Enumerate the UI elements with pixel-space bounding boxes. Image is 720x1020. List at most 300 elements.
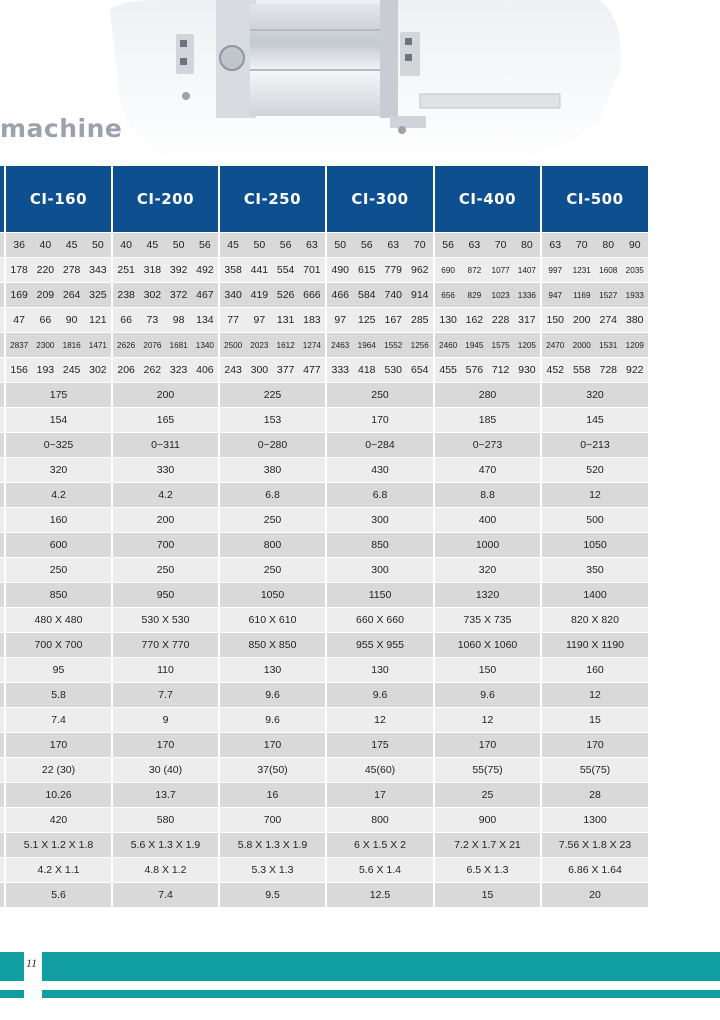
table-cell: 175 — [5, 383, 112, 408]
table-cell: 153 — [219, 408, 326, 433]
table-subcell: 1274 — [302, 340, 321, 350]
table-cell — [219, 308, 326, 333]
table-cell — [541, 233, 648, 258]
table-cell: 600 — [5, 533, 112, 558]
table-subcell: 558 — [572, 364, 591, 376]
table-cell: 250 — [5, 558, 112, 583]
table-subcell: 131 — [276, 314, 295, 326]
table-cell: 660 X 660 — [326, 608, 434, 633]
table-subcell: 1527 — [599, 290, 618, 300]
table-cell: 7.7 — [112, 683, 219, 708]
table-cell: 170 — [434, 733, 541, 758]
table-subcell: 77 — [227, 314, 239, 326]
table-subcell: 63 — [306, 239, 318, 251]
table-subcell: 466 — [331, 289, 350, 301]
table-cell: 12 — [541, 483, 648, 508]
table-subcell: 63 — [549, 239, 562, 251]
table-cell: 5.8 X 1.3 X 1.9 — [219, 833, 326, 858]
table-subcell: 302 — [143, 289, 162, 301]
table-subcell: 656 — [441, 290, 455, 300]
table-cell: 735 X 735 — [434, 608, 541, 633]
table-row — [0, 333, 648, 358]
table-subcell: 70 — [413, 239, 426, 251]
model-header: CI-400 — [434, 166, 541, 233]
table-cell — [326, 258, 434, 283]
table-subcell: 728 — [599, 364, 618, 376]
table-row — [0, 458, 648, 483]
table-subcell: 441 — [250, 264, 269, 276]
footer-stripe — [0, 990, 24, 998]
table-subcell: 45 — [227, 239, 239, 251]
table-cell: 0~311 — [112, 433, 219, 458]
table-cell: 160 — [5, 508, 112, 533]
table-subcell: 50 — [334, 239, 347, 251]
model-header: CI-500 — [541, 166, 648, 233]
table-subcell: 467 — [196, 289, 214, 301]
table-cell: 7.4 — [5, 708, 112, 733]
table-subcell: 1608 — [599, 265, 618, 275]
table-subcell: 50 — [172, 239, 185, 251]
table-cell: 5.1 X 1.2 X 1.8 — [5, 833, 112, 858]
table-subcell: 1231 — [572, 265, 591, 275]
table-subcell: 1945 — [465, 340, 484, 350]
table-row — [0, 608, 648, 633]
table-subcell: 56 — [199, 239, 211, 251]
table-cell: 1050 — [541, 533, 648, 558]
table-cell: 165 — [112, 408, 219, 433]
table-row — [0, 358, 648, 383]
table-subcell: 1336 — [517, 290, 536, 300]
table-cell: 9.5 — [219, 883, 326, 908]
table-row — [0, 508, 648, 533]
table-subcell: 318 — [143, 264, 162, 276]
table-cell: 850 — [5, 583, 112, 608]
table-cell: 800 — [219, 533, 326, 558]
table-subcell: 872 — [467, 265, 482, 275]
table-subcell: 130 — [439, 314, 457, 326]
table-subcell: 63 — [468, 239, 481, 251]
table-cell: 9.6 — [219, 708, 326, 733]
table-cell — [541, 258, 648, 283]
table-cell: 170 — [112, 733, 219, 758]
table-cell: 900 — [434, 808, 541, 833]
table-subcell: 2500 — [224, 340, 243, 350]
table-cell: 13.7 — [112, 783, 219, 808]
table-cell: 350 — [541, 558, 648, 583]
table-subcell: 1471 — [88, 340, 107, 350]
table-cell: 175 — [326, 733, 434, 758]
table-cell: 12 — [326, 708, 434, 733]
table-cell: 530 X 530 — [112, 608, 219, 633]
table-cell: 4.2 — [112, 483, 219, 508]
table-subcell: 530 — [384, 364, 403, 376]
footer-stripe — [42, 990, 720, 998]
table-cell — [541, 333, 648, 358]
table-subcell: 922 — [625, 364, 644, 376]
table-cell: 7.4 — [112, 883, 219, 908]
table-cell: 4.2 X 1.1 — [5, 858, 112, 883]
table-cell: 580 — [112, 808, 219, 833]
table-cell: 9.6 — [434, 683, 541, 708]
table-subcell: 47 — [13, 314, 25, 326]
table-subcell: 1205 — [517, 340, 536, 350]
table-cell: 500 — [541, 508, 648, 533]
table-subcell: 576 — [465, 364, 484, 376]
table-cell: 380 — [219, 458, 326, 483]
table-subcell: 1531 — [599, 340, 618, 350]
table-subcell: 1023 — [491, 290, 510, 300]
footer-bar — [0, 952, 24, 981]
table-cell: 28 — [541, 783, 648, 808]
table-subcell: 392 — [169, 264, 188, 276]
table-subcell: 2626 — [117, 340, 136, 350]
table-subcell: 274 — [599, 314, 618, 326]
table-cell: 320 — [541, 383, 648, 408]
table-subcell: 340 — [224, 289, 242, 301]
table-cell: 145 — [541, 408, 648, 433]
table-subcell: 70 — [494, 239, 507, 251]
table-cell: 15 — [434, 883, 541, 908]
table-subcell: 2460 — [439, 340, 458, 350]
table-subcell: 829 — [467, 290, 482, 300]
table-cell: 170 — [219, 733, 326, 758]
table-row — [0, 733, 648, 758]
table-cell — [5, 233, 112, 258]
table-subcell: 418 — [357, 364, 376, 376]
table-subcell: 343 — [89, 264, 107, 276]
table-cell: 225 — [219, 383, 326, 408]
table-cell: 0~284 — [326, 433, 434, 458]
table-subcell: 372 — [169, 289, 188, 301]
table-cell: 0~213 — [541, 433, 648, 458]
table-cell — [5, 258, 112, 283]
table-row — [0, 883, 648, 908]
table-cell — [541, 308, 648, 333]
table-cell — [219, 283, 326, 308]
table-subcell: 584 — [357, 289, 376, 301]
table-cell: 7.2 X 1.7 X 21 — [434, 833, 541, 858]
table-subcell: 1816 — [62, 340, 81, 350]
table-row — [0, 683, 648, 708]
table-cell: 850 — [326, 533, 434, 558]
table-cell: 320 — [5, 458, 112, 483]
table-cell: 250 — [219, 558, 326, 583]
table-cell: 520 — [541, 458, 648, 483]
table-subcell: 666 — [303, 289, 321, 301]
table-cell — [5, 308, 112, 333]
table-subcell: 654 — [410, 364, 429, 376]
table-subcell: 2000 — [572, 340, 591, 350]
table-subcell: 1612 — [276, 340, 295, 350]
table-cell: 170 — [541, 733, 648, 758]
table-cell: 250 — [326, 383, 434, 408]
table-subcell: 178 — [10, 264, 28, 276]
table-cell — [434, 233, 541, 258]
table-subcell: 317 — [518, 314, 536, 326]
table-subcell: 167 — [384, 314, 403, 326]
table-cell: 0~280 — [219, 433, 326, 458]
table-cell — [112, 308, 219, 333]
table-cell: 200 — [112, 508, 219, 533]
table-cell: 9 — [112, 708, 219, 733]
table-subcell: 477 — [303, 364, 321, 376]
table-cell — [219, 233, 326, 258]
table-cell: 430 — [326, 458, 434, 483]
table-subcell: 40 — [39, 239, 52, 251]
table-subcell: 377 — [276, 364, 295, 376]
table-subcell: 80 — [521, 239, 533, 251]
table-cell: 10.26 — [5, 783, 112, 808]
table-cell: 850 X 850 — [219, 633, 326, 658]
table-subcell: 452 — [546, 364, 565, 376]
table-subcell: 325 — [89, 289, 107, 301]
table-cell — [112, 333, 219, 358]
table-cell: 9.6 — [326, 683, 434, 708]
table-subcell: 1933 — [625, 290, 644, 300]
table-subcell: 66 — [39, 314, 52, 326]
table-subcell: 492 — [196, 264, 214, 276]
footer-bar — [42, 952, 720, 981]
specification-body — [0, 233, 648, 908]
table-cell — [326, 358, 434, 383]
table-subcell: 914 — [410, 289, 429, 301]
table-cell: 950 — [112, 583, 219, 608]
table-subcell: 56 — [442, 239, 454, 251]
table-subcell: 264 — [62, 289, 81, 301]
table-subcell: 220 — [36, 264, 55, 276]
table-cell: 700 X 700 — [5, 633, 112, 658]
table-row — [0, 783, 648, 808]
table-cell — [219, 258, 326, 283]
table-cell: 20 — [541, 883, 648, 908]
table-cell: 955 X 955 — [326, 633, 434, 658]
table-subcell: 40 — [120, 239, 132, 251]
table-subcell: 169 — [10, 289, 28, 301]
table-cell — [434, 258, 541, 283]
table-subcell: 1407 — [517, 265, 536, 275]
table-subcell: 962 — [410, 264, 429, 276]
table-subcell: 455 — [439, 364, 457, 376]
table-subcell: 930 — [518, 364, 536, 376]
table-cell — [219, 358, 326, 383]
table-subcell: 302 — [89, 364, 107, 376]
table-subcell: 228 — [491, 314, 510, 326]
table-cell — [5, 333, 112, 358]
table-subcell: 200 — [572, 314, 591, 326]
table-subcell: 278 — [62, 264, 81, 276]
table-cell: 300 — [326, 508, 434, 533]
table-subcell: 779 — [384, 264, 403, 276]
table-cell — [112, 358, 219, 383]
table-subcell: 206 — [117, 364, 135, 376]
table-cell: 12.5 — [326, 883, 434, 908]
table-subcell: 406 — [196, 364, 214, 376]
model-header-row — [0, 166, 648, 233]
table-row — [0, 858, 648, 883]
table-subcell: 997 — [548, 265, 563, 275]
table-row — [0, 283, 648, 308]
table-subcell: 1552 — [384, 340, 403, 350]
table-cell: 130 — [219, 658, 326, 683]
table-cell: 150 — [434, 658, 541, 683]
table-cell: 470 — [434, 458, 541, 483]
table-cell: 170 — [326, 408, 434, 433]
page-number: 11 — [26, 956, 38, 970]
table-cell — [112, 233, 219, 258]
table-cell: 5.6 — [5, 883, 112, 908]
table-cell: 250 — [219, 508, 326, 533]
table-cell: 4.2 — [5, 483, 112, 508]
table-cell: 330 — [112, 458, 219, 483]
table-cell: 110 — [112, 658, 219, 683]
table-subcell: 1964 — [357, 340, 376, 350]
table-cell: 5.3 X 1.3 — [219, 858, 326, 883]
table-row — [0, 808, 648, 833]
table-cell: 160 — [541, 658, 648, 683]
table-subcell: 80 — [602, 239, 615, 251]
table-subcell: 90 — [628, 239, 641, 251]
table-cell: 400 — [434, 508, 541, 533]
table-subcell: 70 — [575, 239, 588, 251]
table-subcell: 251 — [117, 264, 135, 276]
table-subcell: 162 — [465, 314, 484, 326]
table-cell: 95 — [5, 658, 112, 683]
table-row — [0, 483, 648, 508]
table-cell: 8.8 — [434, 483, 541, 508]
table-cell: 420 — [5, 808, 112, 833]
table-cell: 200 — [112, 383, 219, 408]
table-subcell: 2035 — [625, 265, 644, 275]
table-cell: 5.6 X 1.4 — [326, 858, 434, 883]
table-cell: 6.8 — [219, 483, 326, 508]
table-cell — [112, 283, 219, 308]
page-title-fragment: machine — [0, 114, 123, 143]
table-subcell: 419 — [250, 289, 269, 301]
table-cell: 320 — [434, 558, 541, 583]
table-subcell: 245 — [62, 364, 81, 376]
model-header: CI-300 — [326, 166, 434, 233]
table-subcell: 97 — [253, 314, 266, 326]
table-cell: 30 (40) — [112, 758, 219, 783]
table-subcell: 63 — [387, 239, 400, 251]
table-row — [0, 383, 648, 408]
table-cell: 1320 — [434, 583, 541, 608]
table-subcell: 1077 — [491, 265, 510, 275]
table-cell: 1050 — [219, 583, 326, 608]
table-row — [0, 658, 648, 683]
table-subcell: 97 — [334, 314, 347, 326]
table-cell — [434, 283, 541, 308]
table-subcell: 156 — [10, 364, 28, 376]
table-cell — [112, 258, 219, 283]
table-cell: 300 — [326, 558, 434, 583]
table-subcell: 323 — [169, 364, 188, 376]
table-cell: 610 X 610 — [219, 608, 326, 633]
table-subcell: 183 — [303, 314, 321, 326]
table-subcell: 125 — [357, 314, 376, 326]
table-subcell: 285 — [410, 314, 429, 326]
table-subcell: 1169 — [572, 290, 591, 300]
table-cell: 1400 — [541, 583, 648, 608]
table-row — [0, 258, 648, 283]
table-subcell: 209 — [36, 289, 55, 301]
table-subcell: 358 — [224, 264, 242, 276]
table-cell: 6.8 — [326, 483, 434, 508]
table-subcell: 36 — [13, 239, 25, 251]
table-cell: 25 — [434, 783, 541, 808]
table-cell: 6.86 X 1.64 — [541, 858, 648, 883]
table-row — [0, 408, 648, 433]
table-cell: 170 — [5, 733, 112, 758]
table-row — [0, 833, 648, 858]
table-subcell: 701 — [303, 264, 321, 276]
table-subcell: 1340 — [195, 340, 214, 350]
table-row — [0, 308, 648, 333]
table-subcell: 50 — [253, 239, 266, 251]
table-cell: 700 — [219, 808, 326, 833]
table-subcell: 554 — [276, 264, 295, 276]
table-subcell: 2076 — [143, 340, 162, 350]
table-cell: 800 — [326, 808, 434, 833]
table-cell: 1300 — [541, 808, 648, 833]
table-subcell: 1256 — [410, 340, 429, 350]
table-subcell: 2837 — [10, 340, 29, 350]
table-cell: 480 X 480 — [5, 608, 112, 633]
table-cell: 55(75) — [434, 758, 541, 783]
table-subcell: 193 — [36, 364, 55, 376]
table-subcell: 1209 — [625, 340, 644, 350]
table-subcell: 526 — [276, 289, 295, 301]
table-cell: 5.6 X 1.3 X 1.9 — [112, 833, 219, 858]
table-subcell: 740 — [384, 289, 403, 301]
table-cell: 22 (30) — [5, 758, 112, 783]
table-cell — [541, 358, 648, 383]
table-subcell: 150 — [546, 314, 565, 326]
table-subcell: 333 — [331, 364, 350, 376]
table-row — [0, 433, 648, 458]
table-row — [0, 558, 648, 583]
table-cell: 154 — [5, 408, 112, 433]
table-subcell: 50 — [92, 239, 104, 251]
machine-illustration — [80, 0, 640, 170]
table-cell: 45(60) — [326, 758, 434, 783]
table-cell — [541, 283, 648, 308]
model-header: CI-200 — [112, 166, 219, 233]
table-cell — [434, 333, 541, 358]
table-cell — [434, 358, 541, 383]
table-cell: 1190 X 1190 — [541, 633, 648, 658]
table-cell: 700 — [112, 533, 219, 558]
table-cell — [326, 233, 434, 258]
table-cell: 5.8 — [5, 683, 112, 708]
table-cell — [434, 308, 541, 333]
table-subcell: 45 — [65, 239, 78, 251]
table-row — [0, 633, 648, 658]
table-cell: 7.56 X 1.8 X 23 — [541, 833, 648, 858]
table-cell — [219, 333, 326, 358]
table-subcell: 2023 — [250, 340, 269, 350]
table-subcell: 56 — [360, 239, 373, 251]
table-subcell: 947 — [548, 290, 563, 300]
table-cell: 280 — [434, 383, 541, 408]
table-cell: 0~273 — [434, 433, 541, 458]
table-cell: 6 X 1.5 X 2 — [326, 833, 434, 858]
table-cell: 4.8 X 1.2 — [112, 858, 219, 883]
table-cell: 12 — [541, 683, 648, 708]
table-subcell: 615 — [357, 264, 376, 276]
table-subcell: 134 — [196, 314, 214, 326]
table-cell: 1060 X 1060 — [434, 633, 541, 658]
